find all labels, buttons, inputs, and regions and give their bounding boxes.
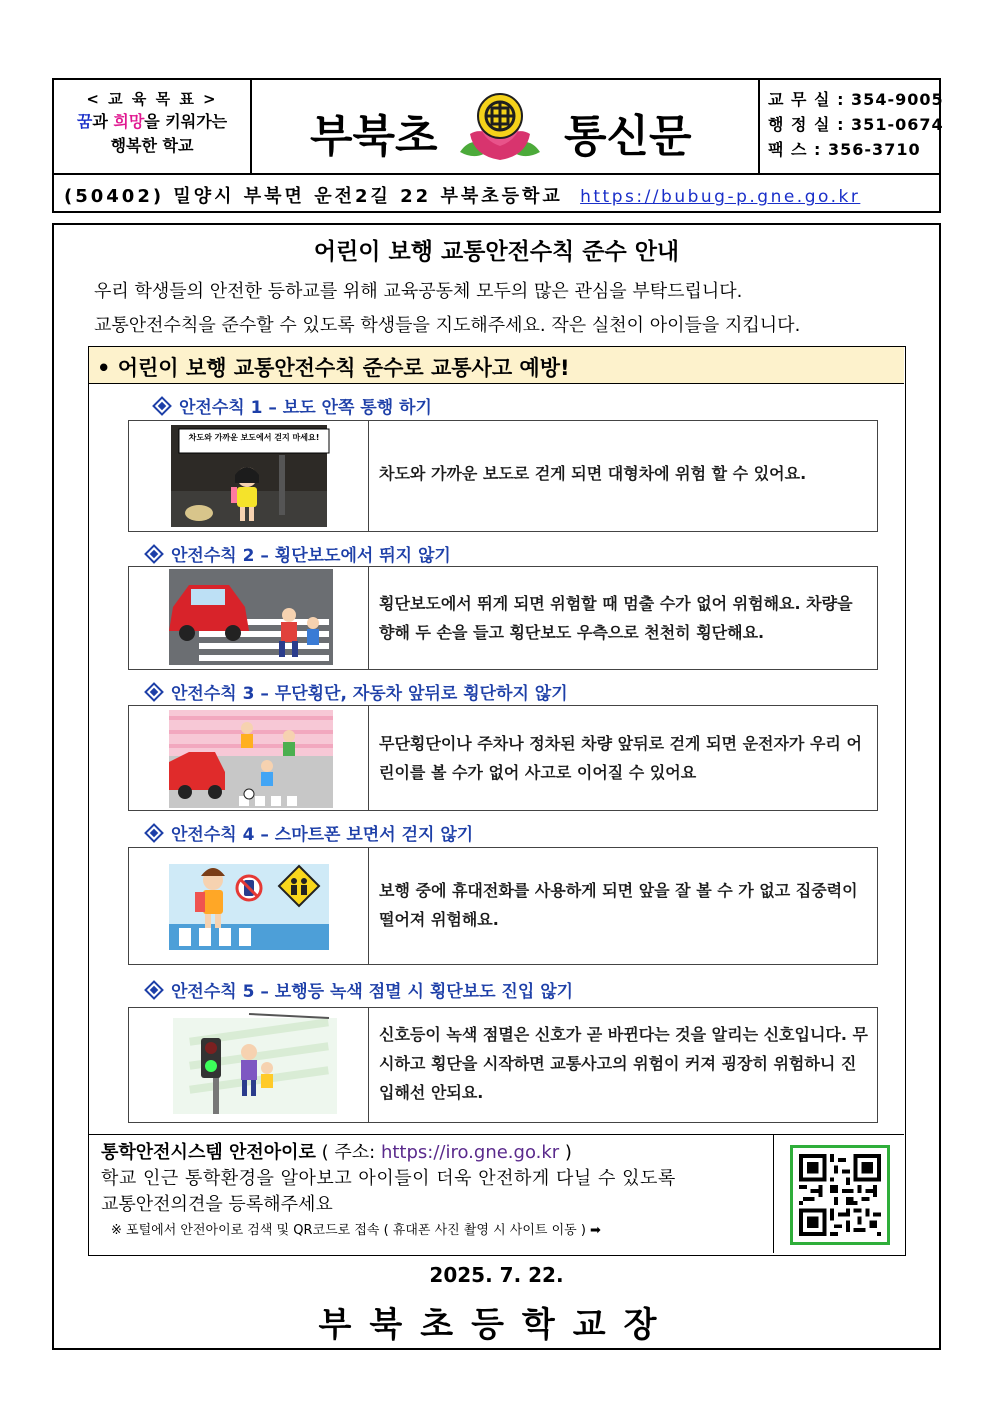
smartphone-walking-image — [129, 848, 369, 964]
education-goal — [54, 80, 252, 173]
rule-2-box — [128, 566, 878, 670]
rule-3-illustration — [129, 706, 369, 810]
crosswalk-car-image — [129, 567, 369, 669]
rule-3-box — [128, 705, 878, 811]
diamond-bullet-icon — [144, 980, 164, 1000]
rule-5-box — [128, 1007, 878, 1123]
notice-body — [52, 223, 941, 1350]
notice-date: 2025. 7. 22. — [429, 1263, 564, 1287]
rule-4-illustration — [129, 848, 369, 964]
safety-system-note: ※ 포털에서 안전아이로 검색 및 QR코드로 접속 ( 휴대폰 사진 촬영 시 사이트 이동 ) ➡ — [111, 1223, 601, 1238]
rule-4-title: 안전수칙 4 – 스마트폰 보면서 걷지 않기 — [147, 820, 473, 845]
contact-line: 팩 스 : 356-3710 — [768, 140, 921, 159]
diamond-bullet-icon — [152, 396, 172, 416]
rules-banner: • 어린이 보행 교통안전수칙 준수로 교통사고 예방! — [89, 347, 904, 384]
principal-signature: 부북초등학교장 — [318, 1305, 675, 1345]
rule-1-box — [128, 420, 878, 532]
blinking-signal-image — [129, 1008, 369, 1122]
rule-3-title: 안전수칙 3 – 무단횡단, 자동차 앞뒤로 횡단하지 않기 — [147, 679, 568, 704]
goal-label: < 교 육 목 표 > — [86, 90, 218, 108]
safety-system-line: 학교 인근 통학환경을 알아보고 아이들이 더욱 안전하게 다닐 수 있도록 — [101, 1168, 676, 1189]
newsletter-title — [252, 80, 758, 173]
school-name: 부북초 — [310, 111, 438, 162]
goal-line1: 꿈과 희망을 키워가는 — [76, 112, 228, 131]
document-type: 통신문 — [564, 111, 692, 162]
safety-system-link[interactable]: https://iro.gne.go.kr — [380, 1142, 560, 1163]
intro-line: 교통안전수칙을 준수할 수 있도록 학생들을 지도해주세요. 작은 실천이 아이들을 지킵니다. — [94, 315, 801, 336]
school-address — [54, 175, 939, 211]
homepage-link[interactable]: https://bubug-p.gne.go.kr — [580, 187, 861, 207]
safety-system-info — [101, 1139, 767, 1244]
letterhead — [52, 78, 944, 213]
rule-4-text: 보행 중에 휴대전화를 사용하게 되면 앞을 잘 볼 수 가 없고 집중력이 떨어져 위험해요. — [379, 881, 858, 929]
rule-3-text: 무단횡단이나 주차나 정차된 차량 앞뒤로 걷게 되면 운전자가 우리 어린이를 볼 수가 없어 사고로 이어질 수 있어요 — [379, 734, 862, 782]
caption-1: 차도와 가까운 보도에서 걷지 마세요! — [188, 433, 320, 442]
school-emblem-icon — [452, 86, 548, 170]
safety-system-line: 통학안전시스템 안전아이로 ( 주소: https://iro.gne.go.kr ) — [101, 1142, 572, 1163]
safety-rules-panel — [88, 346, 906, 1256]
rule-5-text: 신호등이 녹색 점멸은 신호가 곧 바뀐다는 것을 알리는 신호입니다. 무시하고 횡단을 시작하면 교통사고의 위험이 커져 굉장히 위험하니 진입해선 안되요. — [379, 1025, 868, 1102]
goal-line2: 행복한 학교 — [110, 136, 194, 155]
contact-line: 행 정 실 : 351-0674 — [768, 115, 944, 134]
safety-system-line: 교통안전의견을 등록해주세요 — [101, 1194, 333, 1215]
rule-1-illustration — [129, 421, 369, 531]
rule-1-text: 차도와 가까운 보도로 걷게 되면 대형차에 위험 할 수 있어요. — [379, 464, 807, 483]
safety-system-section — [89, 1134, 904, 1254]
notice-title: 어린이 보행 교통안전수칙 준수 안내 — [313, 239, 680, 265]
rule-2-illustration — [129, 567, 369, 669]
diamond-bullet-icon — [144, 682, 164, 702]
jaywalking-children-image — [129, 706, 369, 810]
rule-2-text: 횡단보도에서 뛰게 되면 위험할 때 멈출 수가 없어 위험해요. 차량을 향해 두 손을 들고 횡단보도 우측으로 천천히 횡단해요. — [379, 594, 853, 642]
contact-info — [758, 80, 944, 173]
letterhead-top-row — [54, 80, 944, 175]
address-text: (50402) 밀양시 부북면 운전2길 22 부북초등학교 — [64, 186, 563, 207]
contact-line: 교 무 실 : 354-9005 — [768, 90, 944, 109]
rule-5-title: 안전수칙 5 – 보행등 녹색 점멸 시 횡단보도 진입 않기 — [147, 977, 573, 1002]
qr-code-icon[interactable] — [790, 1145, 890, 1245]
rule-1-title: 안전수칙 1 – 보도 안쪽 통행 하기 — [155, 393, 432, 418]
rule-5-illustration — [129, 1008, 369, 1122]
rule-2-title: 안전수칙 2 – 횡단보도에서 뛰지 않기 — [147, 541, 451, 566]
child-walking-sidewalk-image — [129, 421, 369, 531]
diamond-bullet-icon — [144, 823, 164, 843]
qr-code-cell — [773, 1135, 904, 1253]
diamond-bullet-icon — [144, 544, 164, 564]
rule-4-box — [128, 847, 878, 965]
intro-line: 우리 학생들의 안전한 등하교를 위해 교육공동체 모두의 많은 관심을 부탁드립니다. — [94, 281, 743, 302]
